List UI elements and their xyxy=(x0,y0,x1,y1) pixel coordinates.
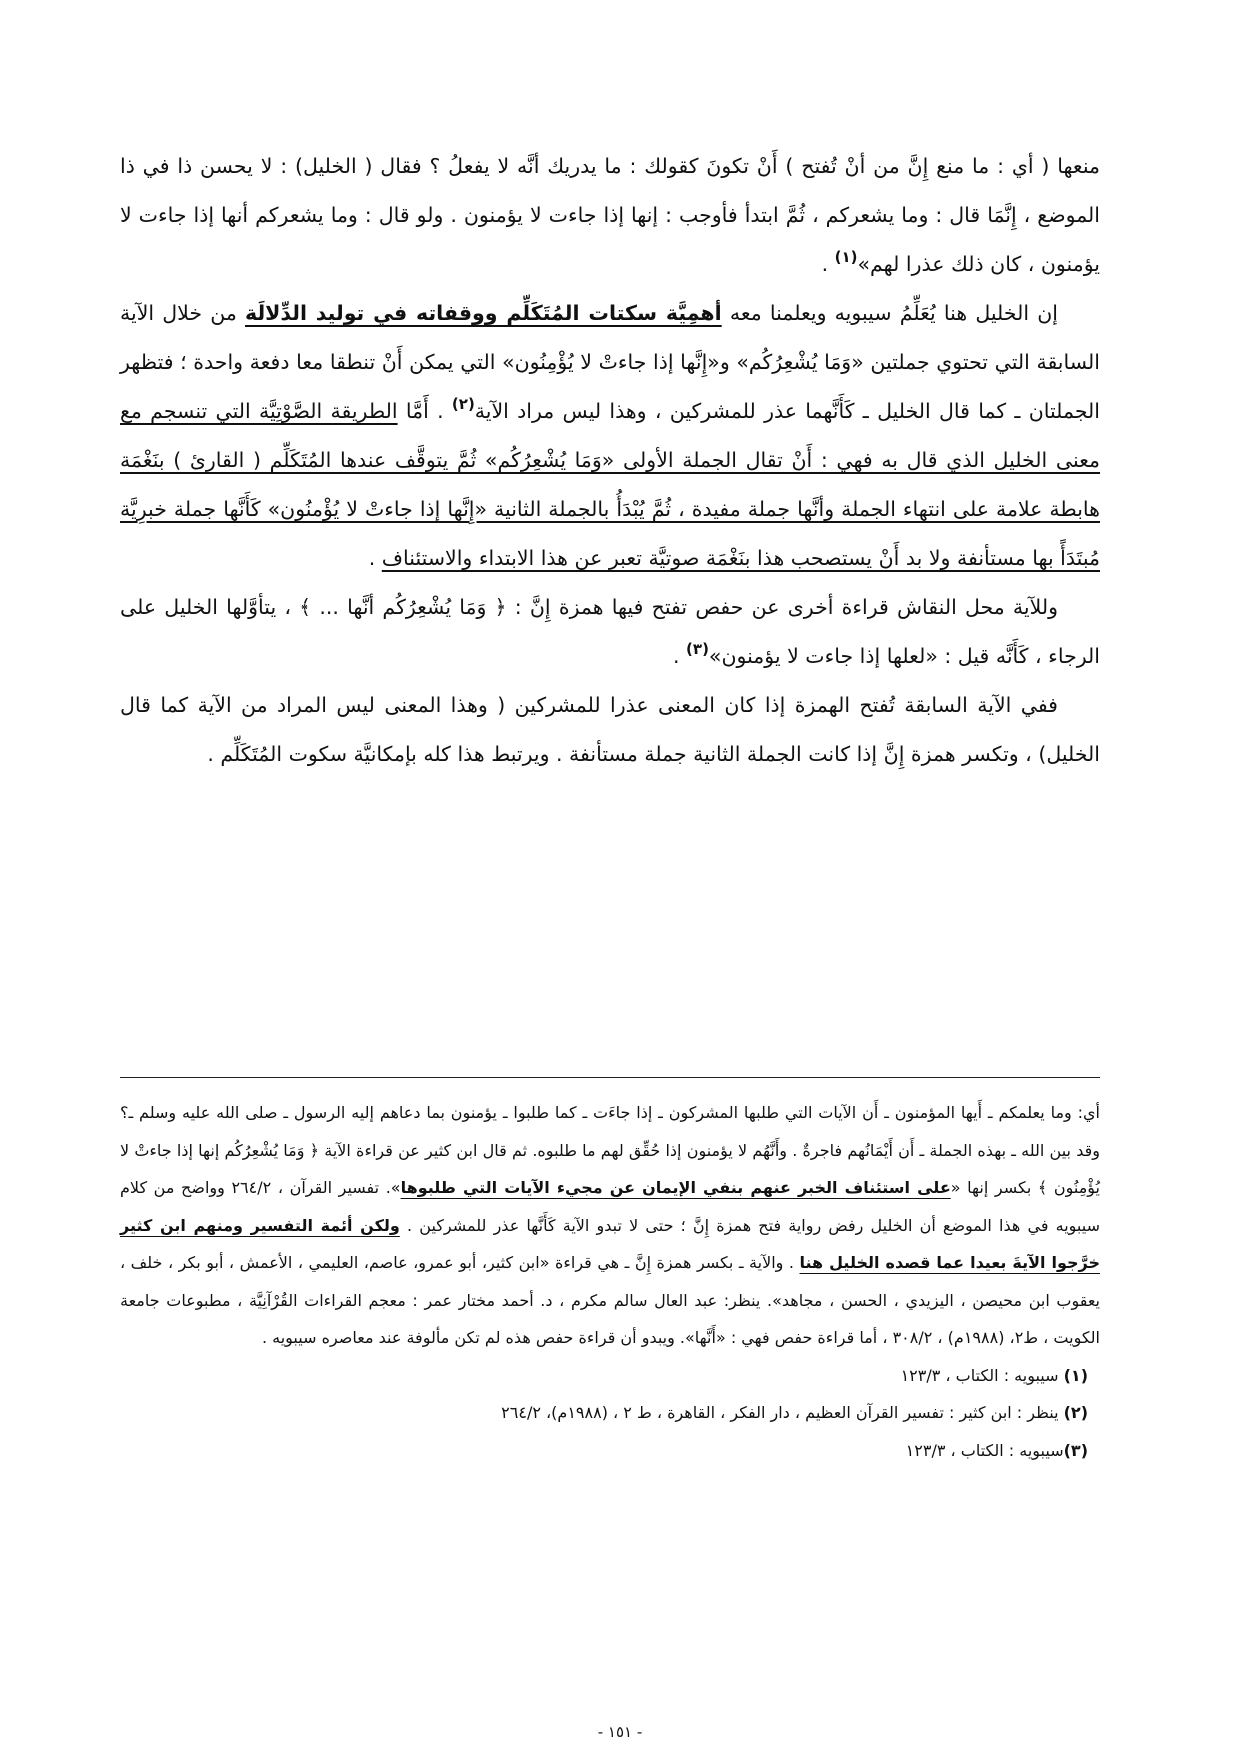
footnote-1-text: سيبويه : الكتاب ، ١٢٣/٣ xyxy=(900,1365,1064,1385)
footnote-3-text: سيبويه : الكتاب ، ١٢٣/٣ xyxy=(905,1440,1064,1460)
paragraph-1-line-3: ولو قال : وما يشعركم أنها إذا جاءت لا يؤمنون ، كان ذلك عذرا لهم» xyxy=(120,203,1100,276)
footnote-main-text-2: ». تفسير القرآن ، ٢٦٤/٢ وواضح من كلام سيبويه في هذا الموضع أن الخليل رفض رواية فتح همزة إِنَّ ؛ حتى لا تبدو الآية كَأَنَّها عذر للمشركين . xyxy=(120,1178,1100,1235)
paragraph-4 xyxy=(120,681,1100,779)
body-text xyxy=(120,142,1100,779)
paragraph-2 xyxy=(120,289,1100,583)
page-number: - ١٥١ - xyxy=(597,1723,643,1741)
paragraph-1-line-2: لا يحسن ذا في ذا الموضع ، إِنَّمَا قال : وما يشعركم ، ثُمَّ ابتدأ فأوجب : إنها إذا جاءت لا يؤمنون . xyxy=(120,154,1100,227)
footnote-main xyxy=(120,1094,1100,1357)
footnote-separator xyxy=(120,1077,1100,1078)
footnote-main-text-3: . والآية ـ بكسر همزة إِنَّ ـ هي قراءة «ابن كثير، أبو عمرو، عاصم، العليمي ، الأعمش ، أبو بكر ، خلف ، يعقوب ابن محيصن ، اليزيدي ، الحسن ، مجاهد». ينظر: عبد العال سالم مكرم ، د. أحمد مختار عمر : معجم القراءات القُرْآنِيَّة ، مطبوعات جامعة الكويت ، ط٢، (١٩٨٨م) ، ٣٠٨/٢ ، أما قراءة حفص فهي : «أَنَّها». ويبدو أن قراءة حفص هذه لم تكن مألوفة عند معاصره سيبويه . xyxy=(120,1253,1100,1347)
footnote-ref-2[interactable]: (٢) xyxy=(451,395,475,413)
paragraph-2-text-c: . أَمَّا xyxy=(397,399,452,423)
paragraph-1-line-1: منعها ( أي : ما منع إِنَّ من أنْ تُفتح ) أَنْ تكونَ كقولك : ما يدريك أنَّه لا يفعلُ ؟ فقال ( الخليل) : xyxy=(280,154,1100,178)
paragraph-2-text-a: إن الخليل هنا يُعَلِّمُ سيبويه ويعلمنا معه xyxy=(729,301,1058,325)
paragraph-1-end: . xyxy=(821,252,835,276)
footnote-3 xyxy=(120,1432,1100,1470)
footnote-1-number: (١) xyxy=(1063,1365,1088,1385)
paragraph-2-bold-underlined: أهمِيَّة سكتات المُتَكَلِّم ووقفاته في توليد الدِّلالَة xyxy=(245,301,722,325)
paragraph-2-end: . xyxy=(368,546,382,570)
paragraph-3-end: . xyxy=(673,644,687,668)
footnote-main-bold-1: على استئناف الخبر عنهم بنفي الإيمان عن مجيء الآيات التي طلبوها xyxy=(400,1178,951,1197)
footnote-2-text: ينظر : ابن كثير : تفسير القرآن العظيم ، دار الفكر ، القاهرة ، ط ٢ ، (١٩٨٨م)، ٢٦٤/٢ xyxy=(501,1403,1064,1422)
footnote-ref-1[interactable]: (١) xyxy=(834,248,858,266)
footnote-3-number: (٣) xyxy=(1063,1440,1088,1460)
paragraph-2-underlined: الطريقة الصَّوْتِيَّة التي تنسجم مع معنى الخليل الذي قال به فهي : أَنْ تقال الجملة الأولى «وَمَا يُشْعِرُكُم» ثُمَّ يتوقَّف عندها المُتَكَلِّم ( القارئ ) بنَغْمَة هابطة علامة على انتهاء الجملة وأنَّها جملة مفيدة ، ثُمَّ يُبْدَأُ بالجملة الثانية «إِنَّها إذا جاءتْ لا يُؤْمنُون» كَأَنَّها جملة خبرِيَّة مُبتَدَأً بها مستأنفة ولا بد أَنْ يستصحب هذا بنَغْمَة صوتيَّة تعبر عن هذا الابتداء والاستئناف xyxy=(120,399,1100,570)
footnote-main-text-1: أي: وما يعلمكم ـ أَيها المؤمنون ـ أَن الآيات التي طلبها المشركون ـ إذا جاءَت ـ كما طلبوا ـ يؤمنون بما دعاهم إليه الرسول ـ صلى الله عليه وسلم ـ؟ وقد بين الله ـ بهذه الجملة ـ أَن أَيْمَانُهم فاجرةٌ . وأَنَّهُم لا يؤمنون إذا حُقِّق لهم ما طلبوه. ثم قال ابن كثير عن قراءة الآية ﴿ وَمَا يُشْعِرُكُم إنها إذا جاءتْ لا يُؤْمِنُون ﴾ بكسر إنها « xyxy=(120,1103,1101,1197)
footnote-2 xyxy=(120,1394,1100,1432)
paragraph-3 xyxy=(120,583,1100,681)
footnotes-section xyxy=(120,1094,1100,1469)
paragraph-2-text-b: من خلال الآية السابقة التي تحتوي جملتين «وَمَا يُشْعِرُكُم» و«إِنَّها إذا جاءتْ لا يُؤْمِنُون» التي يمكن أَنْ تنطقا معا دفعة واحدة ؛ فتظهر الجملتان ـ كما قال الخليل ـ كَأَنَّهما عذر للمشركين ، وهذا ليس مراد الآية xyxy=(120,301,1100,423)
paragraph-4-text: ففي الآية السابقة تُفتح الهمزة إذا كان المعنى عذرا للمشركين ( وهذا المعنى ليس المراد من الآية كما قال الخليل) ، وتكسر همزة إِنَّ إذا كانت الجملة الثانية جملة مستأنفة . ويرتبط هذا كله بإمكانيَّة سكوت المُتَكَلِّم . xyxy=(120,693,1100,766)
paragraph-3-text: وللآية محل النقاش قراءة أخرى عن حفص تفتح فيها همزة إِنَّ : ﴿ وَمَا يُشْعِرُكُم أنَّها ... ﴾ ، يتأوَّلها الخليل على الرجاء ، كَأَنَّه قيل : «لعلها إذا جاءت لا يؤمنون» xyxy=(120,595,1100,668)
footnote-1 xyxy=(120,1357,1100,1395)
footnote-main-bold-2: ولكن أئمة التفسير ومنهم ابن كثير خرَّجوا الآيةَ بعيدا عما قصده الخليل هنا xyxy=(120,1215,1101,1272)
paragraph-1 xyxy=(120,142,1100,289)
footnote-ref-3[interactable]: (٣) xyxy=(686,640,709,658)
footnote-2-number: (٢) xyxy=(1063,1403,1088,1422)
